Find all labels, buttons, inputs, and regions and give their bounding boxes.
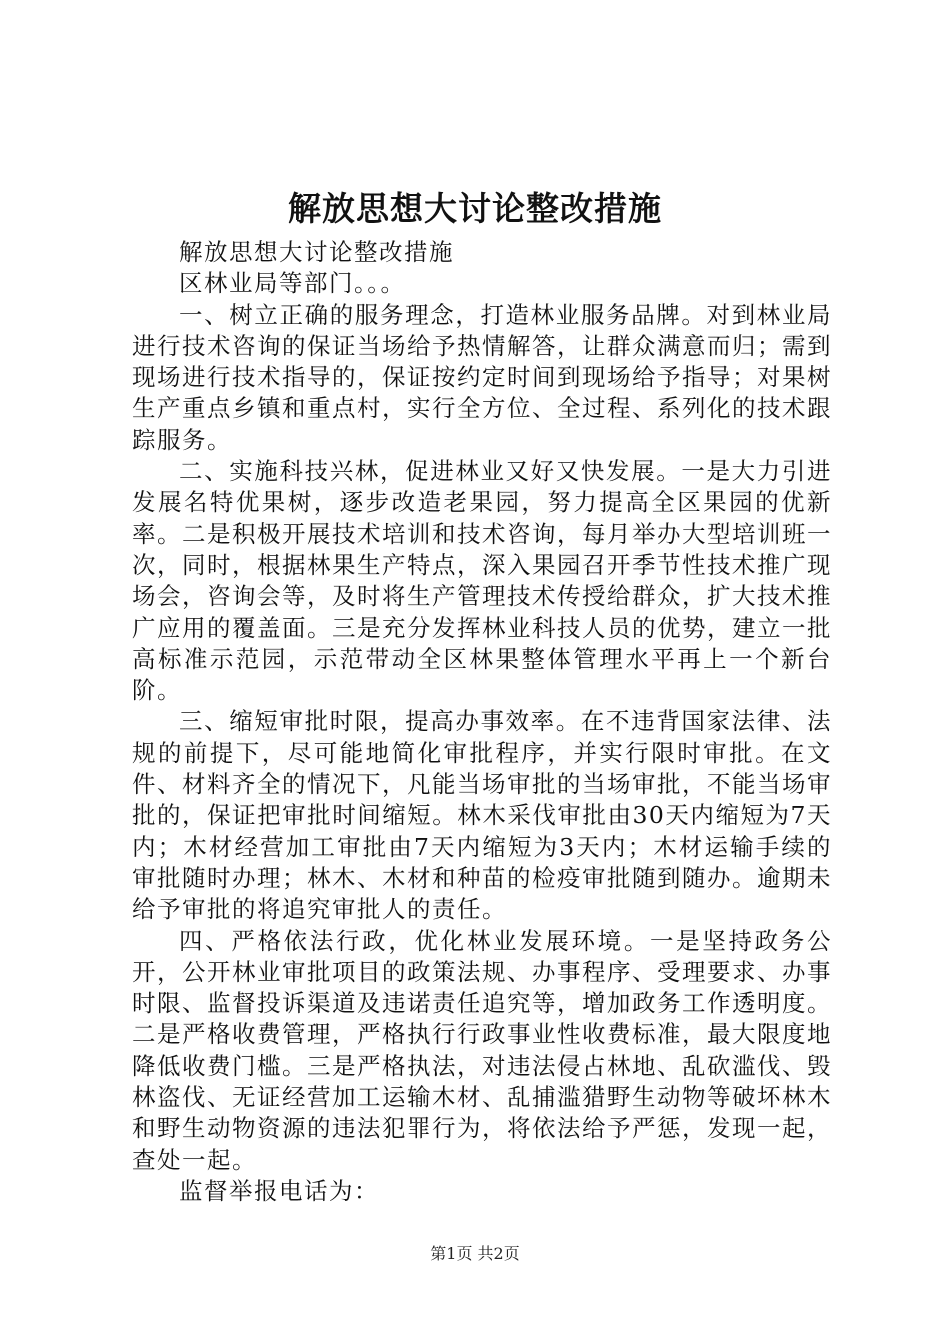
paragraph-department: 区林业局等部门。。。 — [179, 269, 406, 298]
paragraph-section-3: 三、缩短审批时限，提高办事效率。在不违背国家法律、法规的前提下，尽可能地简化审批程序，并实行限时审批。在文件、材料齐全的情况下，凡能当场审批的当场审批，不能当场审批的，保证把审批时间缩短。林木采伐审批由30天内缩短为7天内；木材经营加工审批由7天内缩短为3天内；木材运输手续的审批随时办理；林木、木材和种苗的检疫审批随到随办。逾期未给予审批的将追究审批人的责任。 — [132, 707, 832, 924]
paragraph-heading-repeat: 解放思想大讨论整改措施 — [179, 238, 454, 266]
paragraph-section-1: 一、树立正确的服务理念，打造林业服务品牌。对到林业局进行技术咨询的保证当场给予热情解答，让群众满意而归；需到现场进行技术指导的，保证按约定时间到现场给予指导；对果树生产重点乡镇和重点村，实行全方位、全过程、系列化的技术跟踪服务。 — [132, 300, 832, 454]
document-body — [132, 237, 832, 1207]
document-title: 解放思想大讨论整改措施 — [288, 189, 662, 228]
page-number-footer: 第1页 共2页 — [430, 1244, 520, 1263]
paragraph-section-4: 四、严格依法行政，优化林业发展环境。一是坚持政务公开，公开林业审批项目的政策法规、办事程序、受理要求、办事时限、监督投诉渠道及违诺责任追究等，增加政务工作透明度。二是严格收费管理，严格执行行政事业性收费标准，最大限度地降低收费门槛。三是严格执法，对违法侵占林地、乱砍滥伐、毁林盗伐、无证经营加工运输木材、乱捕滥猎野生动物等破坏林木和野生动物资源的违法犯罪行为，将依法给予严惩，发现一起，查处一起。 — [132, 926, 832, 1174]
paragraph-hotline: 监督举报电话为： — [179, 1176, 379, 1205]
paragraph-section-2: 二、实施科技兴林，促进林业又好又快发展。一是大力引进发展名特优果树，逐步改造老果园，努力提高全区果园的优新率。二是积极开展技术培训和技术咨询，每月举办大型培训班一次，同时，根据林果生产特点，深入果园召开季节性技术推广现场会，咨询会等，及时将生产管理技术传授给群众，扩大技术推广应用的覆盖面。三是充分发挥林业科技人员的优势，建立一批高标准示范园，示范带动全区林果整体管理水平再上一个新台阶。 — [132, 457, 832, 705]
